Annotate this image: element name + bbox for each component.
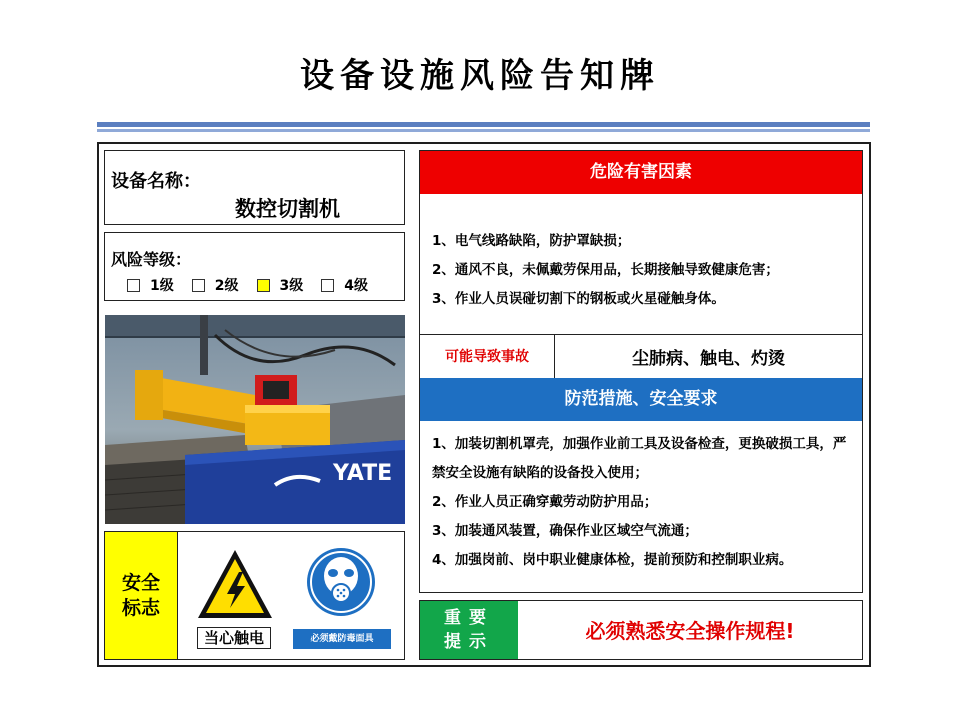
possible-accidents-value: 尘肺病、触电、灼烫	[632, 349, 785, 369]
title-divider-secondary	[97, 129, 870, 132]
machine-photo	[105, 315, 405, 524]
equipment-name-box	[104, 150, 405, 225]
hazards-heading: 危险有害因素	[420, 151, 862, 194]
risk-level-options	[127, 275, 368, 295]
important-tip-text: 必须熟悉安全操作规程!	[585, 619, 795, 643]
list-item: 4、加强岗前、岗中职业健康体检，提前预防和控制职业病。	[432, 552, 793, 568]
risk-level-box	[104, 232, 405, 301]
checkbox-level-2	[192, 279, 205, 292]
risk-level-option-3	[257, 275, 304, 295]
cnc-cutting-machine-image	[105, 315, 405, 524]
risk-level-option-label: 2级	[214, 278, 239, 294]
list-item: 3、作业人员误碰切割下的钢板或火星碰触身体。	[432, 291, 725, 307]
possible-accidents-label: 可能导致事故	[420, 335, 555, 379]
list-item: 3、加装通风装置，确保作业区域空气流通；	[432, 523, 698, 539]
risk-level-option-label: 1级	[150, 278, 174, 294]
risk-level-option-1	[127, 275, 174, 295]
equipment-name-label: 设备名称：	[111, 171, 201, 192]
important-tip-label-line1: 重要	[444, 608, 494, 628]
risk-level-label: 风险等级：	[111, 250, 192, 269]
important-tip-label-line2: 提示	[444, 632, 494, 652]
machine-brand-text: YATE	[333, 461, 393, 486]
hazard-measures-panel	[419, 150, 863, 593]
gas-mask-required-icon	[305, 546, 377, 626]
measures-heading: 防范措施、安全要求	[420, 378, 862, 421]
risk-level-option-2	[192, 275, 239, 295]
electric-shock-warning-caption: 当心触电	[197, 627, 271, 649]
list-item: 1、加装切割机罩壳，加强作业前工具及设备检查，更换破损工具，严禁安全设施有缺陷的设备投入使用；	[432, 436, 847, 481]
important-tip-label	[420, 601, 518, 659]
safety-signs-label	[105, 532, 178, 659]
gas-mask-required-caption: 必须戴防毒面具	[293, 629, 391, 649]
risk-level-option-label: 4级	[344, 278, 368, 294]
safety-signs-box	[104, 531, 405, 660]
checkbox-level-1	[127, 279, 140, 292]
list-item: 2、通风不良，未佩戴劳保用品，长期接触导致健康危害；	[432, 262, 779, 278]
list-item: 2、作业人员正确穿戴劳动防护用品；	[432, 494, 658, 510]
possible-accidents-row	[420, 334, 862, 379]
safety-signs-label-line2: 标志	[121, 596, 160, 619]
risk-level-option-4	[321, 275, 368, 295]
measures-list	[432, 430, 850, 575]
checkbox-level-4	[321, 279, 334, 292]
hazards-list	[432, 227, 779, 314]
safety-signs-label-line1: 安全	[121, 571, 160, 594]
title-divider	[97, 122, 870, 127]
checkbox-level-3-checked	[257, 279, 270, 292]
important-tip-box	[419, 600, 863, 660]
electric-shock-warning-icon	[195, 546, 275, 626]
page-title: 设备设施风险告知牌	[300, 56, 660, 96]
equipment-name-value: 数控切割机	[235, 197, 340, 221]
risk-level-option-label: 3级	[279, 278, 304, 294]
list-item: 1、电气线路缺陷，防护罩缺损；	[432, 233, 631, 249]
